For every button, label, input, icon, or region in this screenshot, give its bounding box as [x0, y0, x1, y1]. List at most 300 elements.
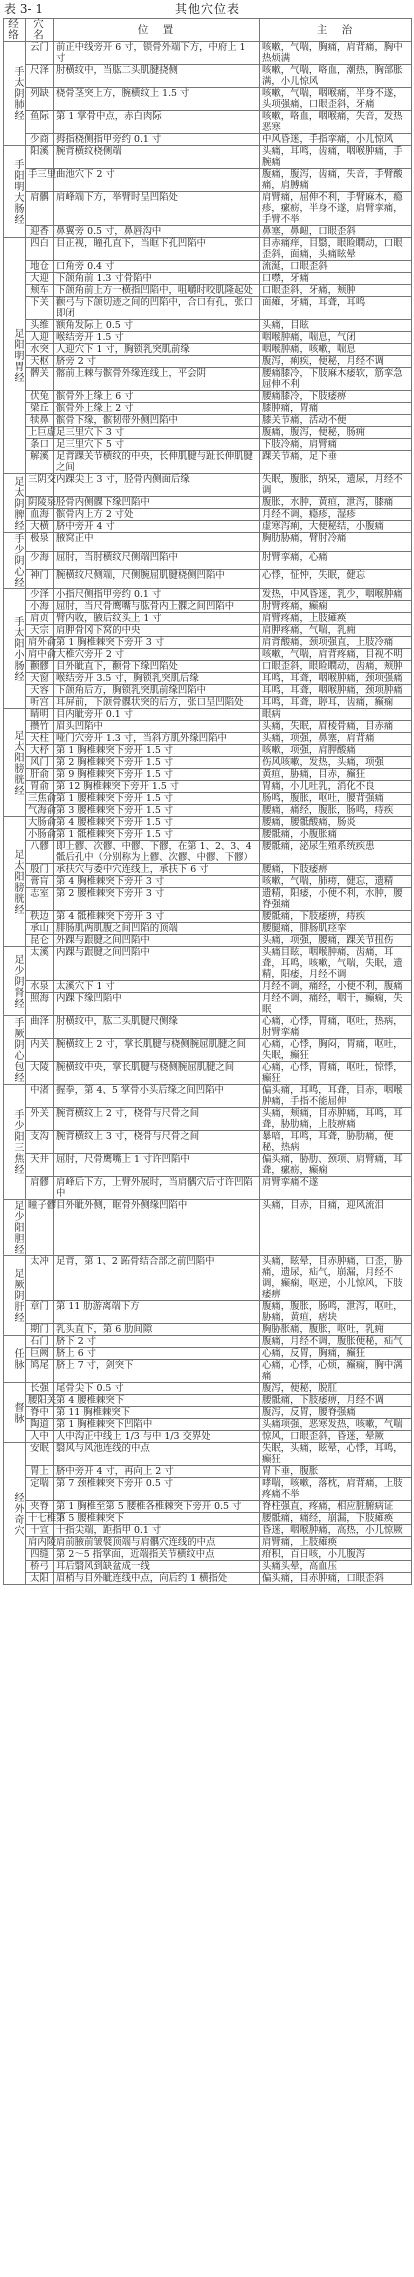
point-name-cell: 少泽 [26, 589, 54, 601]
table-row [4, 601, 412, 613]
location-cell: 第 2 腰椎棘突下旁开 3 寸 [54, 888, 260, 911]
table-row [4, 1348, 412, 1360]
point-name-cell: 条口 [26, 439, 54, 451]
location-cell: 第 1 胸椎至第 5 腰椎各椎棘突下旁开 0.5 寸 [54, 1501, 260, 1513]
meridian-cell: 手太阴肺经 [4, 42, 26, 146]
indication-cell: 失眠，头痛，眩晕，心悸，耳鸣，癫狂 [260, 1443, 412, 1466]
meridian-cell: 足太阴脾经 [4, 474, 26, 533]
location-cell: 肩峰后下方，上臂外展时，当肩髃穴后寸许凹陷中 [54, 1177, 260, 1200]
location-cell: 髌骨下缘，髌韧带外侧凹陷中 [54, 415, 260, 427]
point-name-cell: 鱼际 [26, 111, 54, 134]
table-row [4, 697, 412, 709]
location-cell: 第 1 胸椎棘突下旁开 1.5 寸 [54, 745, 260, 757]
table-row [4, 521, 412, 533]
point-name-cell: 阳溪 [26, 146, 54, 169]
location-cell: 哑门穴旁开 1.3 寸，当斜方肌外缘凹陷中 [54, 733, 260, 745]
location-cell: 脐中旁开 4 寸，再向上 2 寸 [54, 1466, 260, 1478]
point-name-cell: 少商 [26, 134, 54, 146]
location-cell: 下颌角前上方一横指凹陷中，咀嚼时咬肌隆起处 [54, 285, 260, 297]
location-cell: 足背踝关节横纹的中央，长伸肌腱与趾长伸肌腱之间 [54, 451, 260, 474]
point-name-cell: 天窗 [26, 673, 54, 685]
table-row [4, 1395, 412, 1407]
indication-cell: 咳嗽，气喘，咯血，潮热，胸部胀满，小儿惊风 [260, 65, 412, 88]
point-name-cell: 下关 [26, 297, 54, 320]
location-cell: 第 7 颈椎棘突下旁开 0.5 寸 [54, 1478, 260, 1501]
indication-cell: 头痛头晕，高血压 [260, 1561, 412, 1573]
point-name-cell: 八髎 [26, 841, 54, 864]
table-row [4, 146, 412, 169]
point-name-cell: 头维 [26, 320, 54, 332]
table-row [4, 111, 412, 134]
location-cell: 腕背横纹桡侧端 [54, 146, 260, 169]
table-row [4, 1501, 412, 1513]
point-name-cell: 巨阙 [26, 1348, 54, 1360]
table-row [4, 391, 412, 403]
point-name-cell: 水泉 [26, 981, 54, 993]
table-row [4, 911, 412, 923]
point-name-cell: 小肠俞 [26, 829, 54, 841]
location-cell: 下颌角后方，胸锁乳突肌前缘凹陷中 [54, 685, 260, 697]
point-name-cell: 鸠尾 [26, 1360, 54, 1383]
location-cell: 第 12 胸椎棘突下旁开 1.5 寸 [54, 781, 260, 793]
point-name-cell: 上巨虚 [26, 427, 54, 439]
indication-cell: 心痛，心悸，胃痛，呕吐，热病，肘臂挛痛 [260, 1016, 412, 1039]
indication-cell: 心痛，反胃，胸痛，癫狂 [260, 1348, 412, 1360]
header-location: 位 置 [54, 19, 260, 42]
table-row [4, 1561, 412, 1573]
location-cell: 尾骨尖下 0.5 寸 [54, 1383, 260, 1395]
meridian-cell: 手太阳小肠经 [4, 589, 26, 709]
location-cell: 髂前上棘与髌骨外缘连线上，平会阴 [54, 368, 260, 391]
indication-cell: 咳嗽，气喘，胸痛，肩背痛，胸中热烦满 [260, 42, 412, 65]
table-row [4, 1431, 412, 1443]
location-cell: 喉结旁开 3.5 寸，胸锁乳突肌后缘 [54, 673, 260, 685]
table-row [4, 1383, 412, 1395]
location-cell: 腕背横纹上 2 寸，桡骨与尺骨之间 [54, 1108, 260, 1131]
location-cell: 小指尺侧指甲旁约 0.1 寸 [54, 589, 260, 601]
indication-cell: 昏迷，咽喉肿痛，高热，小儿惊厥 [260, 1525, 412, 1537]
indication-cell: 伤风咳嗽，发热，头痛，项强 [260, 757, 412, 769]
meridian-cell: 督脉 [4, 1383, 26, 1443]
indication-cell: 目赤痛痒，目翳，眼睑瞤动，口眼歪斜，面痛，头痛眩晕 [260, 238, 412, 261]
point-name-cell: 伏兔 [26, 391, 54, 403]
table-row [4, 721, 412, 733]
table-number: 表 3- 1 [4, 2, 43, 16]
location-cell: 腕横纹上 2 寸，掌长肌腱与桡侧腕屈肌腱之间 [54, 1039, 260, 1062]
indication-cell: 腰痛膝冷，下肢痿痹 [260, 391, 412, 403]
table-row [4, 805, 412, 817]
location-cell: 臂内收，腋后纹头上 1 寸 [54, 613, 260, 625]
location-cell: 曲池穴下 2 寸 [54, 169, 260, 192]
location-cell: 肘横纹中，当肱二头肌腱挠侧 [54, 65, 260, 88]
indication-cell: 胃下垂，腹胀 [260, 1466, 412, 1478]
indication-cell: 咽喉肿痛，咳嗽，喘息 [260, 344, 412, 356]
location-cell: 肘横纹中，肱二头肌腱尺侧缘 [54, 1016, 260, 1039]
table-row [4, 427, 412, 439]
indication-cell: 惊风，口眼歪斜，昏迷，晕厥 [260, 1431, 412, 1443]
table-row [4, 344, 412, 356]
location-cell: 足三里穴下 3 寸 [54, 427, 260, 439]
indication-cell: 下肢冷痛，肩臂痛 [260, 439, 412, 451]
location-cell: 第 1 胸椎棘突下旁开 3 寸 [54, 637, 260, 649]
point-name-cell: 承山 [26, 923, 54, 935]
location-cell: 第 4 腰椎棘突下旁开 1.5 寸 [54, 817, 260, 829]
location-cell: 耳后翳风到缺盆成一线 [54, 1561, 260, 1573]
point-name-cell: 列缺 [26, 88, 54, 111]
point-name-cell: 天枢 [26, 356, 54, 368]
indication-cell: 腰腿痛，腓肠肌痉挛 [260, 923, 412, 935]
point-name-cell: 十七椎下 [26, 1513, 54, 1525]
table-row [4, 745, 412, 757]
table-row [4, 192, 412, 226]
location-cell: 第 1 骶椎棘突下旁开 1.5 寸 [54, 829, 260, 841]
table-row [4, 65, 412, 88]
location-cell: 脐旁 2 寸 [54, 356, 260, 368]
point-name-cell: 小海 [26, 601, 54, 613]
indication-cell: 头痛，眩晕，目赤肿痛，口歪，胁痛，遗尿，疝气，崩漏，月经不调，癫痫，呕逆，小儿惊风，下肢痿痹 [260, 1256, 412, 1301]
point-name-cell: 期门 [26, 1324, 54, 1336]
location-cell: 屈肘，当尺骨鹰嘴与肱骨内上髁之间凹陷中 [54, 601, 260, 613]
location-cell: 十指尖端，距指甲 0.1 寸 [54, 1525, 260, 1537]
point-name-cell: 血海 [26, 509, 54, 521]
point-name-cell: 中渚 [26, 1085, 54, 1108]
location-cell: 第 1 腰椎棘突下旁开 1.5 寸 [54, 793, 260, 805]
table-row [4, 673, 412, 685]
location-cell: 髌骨外上缘上 6 寸 [54, 391, 260, 403]
location-cell: 腓肠肌两肌腹之间凹陷的顶端 [54, 923, 260, 935]
indication-cell: 发热，中风昏迷，乳少，咽喉肿痛 [260, 589, 412, 601]
location-cell: 太溪穴下 1 寸 [54, 981, 260, 993]
table-row [4, 1513, 412, 1525]
indication-cell: 腰痛膝冷，下肢麻木痿软，筋挛急屈伸不利 [260, 368, 412, 391]
indication-cell: 踝关节痛，足下垂 [260, 451, 412, 474]
point-name-cell: 梁丘 [26, 403, 54, 415]
point-name-cell: 脊中 [26, 1407, 54, 1419]
table-row [4, 1085, 412, 1108]
location-cell: 脐中旁开 4 寸 [54, 521, 260, 533]
table-row [4, 1407, 412, 1419]
location-cell: 口角旁 0.4 寸 [54, 261, 260, 273]
location-cell: 第 9 胸椎棘突下旁开 1.5 寸 [54, 769, 260, 781]
location-cell: 前正中线旁开 6 寸，锁骨外端下方，中府上 1 寸 [54, 42, 260, 65]
table-row [4, 1537, 412, 1549]
location-cell: 翳风与风池连线的中点 [54, 1443, 260, 1466]
point-name-cell: 腰阳关 [26, 1395, 54, 1407]
table-row [4, 1419, 412, 1431]
point-name-cell: 肝俞 [26, 769, 54, 781]
table-row [4, 661, 412, 673]
location-cell: 即上髎、次髎、中髎、下髎，在第 1、2、3、4 骶后孔中（分别称为上髎、次髎、中髎、下髎） [54, 841, 260, 864]
point-name-cell: 殷门 [26, 864, 54, 876]
point-name-cell: 气海俞 [26, 805, 54, 817]
location-cell: 握拳，第 4、5 掌骨小头后缘之间凹陷中 [54, 1085, 260, 1108]
location-cell: 足三里穴下 5 寸 [54, 439, 260, 451]
point-name-cell: 大迎 [26, 273, 54, 285]
location-cell: 内踝下缘凹陷中 [54, 993, 260, 1016]
point-name-cell: 颊车 [26, 285, 54, 297]
point-name-cell: 内关 [26, 1039, 54, 1062]
indication-cell: 膝肿痛，胃痛 [260, 403, 412, 415]
indication-cell: 咽喉肿痛，喘息，气闭 [260, 332, 412, 344]
indication-cell: 黄疸，胁痛，目赤，癫狂 [260, 769, 412, 781]
location-cell: 屈肘，尺骨鹰嘴上 1 寸许凹陷中 [54, 1154, 260, 1177]
indication-cell: 中风昏迷，手指挛痛，小儿惊风 [260, 134, 412, 146]
location-cell: 人中沟正中线上 1/3 与中 1/3 交界处 [54, 1431, 260, 1443]
location-cell: 第 4 骶椎棘突下旁开 3 寸 [54, 911, 260, 923]
point-name-cell: 三阴交 [26, 474, 54, 497]
table-caption [0, 0, 414, 18]
point-name-cell: 桥弓 [26, 1561, 54, 1573]
location-cell: 胫骨内侧髁下缘凹陷中 [54, 497, 260, 509]
table-row [4, 947, 412, 981]
table-row [4, 841, 412, 864]
table-row [4, 888, 412, 911]
location-cell: 第 11 肋游离端下方 [54, 1301, 260, 1324]
point-name-cell: 志室 [26, 888, 54, 911]
table-row [4, 1016, 412, 1039]
indication-cell: 月经不调，瘾疹，湿疹 [260, 509, 412, 521]
indication-cell: 虚寒泻痢，大便秘结，小腹痛 [260, 521, 412, 533]
indication-cell: 月经不调，痛经，咽干，癫痫，失眠 [260, 993, 412, 1016]
table-row [4, 497, 412, 509]
point-name-cell: 大肠俞 [26, 817, 54, 829]
indication-cell: 肩臂痛，屈伸不利，手臂麻木，瘾疹，瘰疬，半身不遂，肩臂挛痛，手臂不举 [260, 192, 412, 226]
indication-cell: 头痛，目赤，目痛，迎风流泪 [260, 1200, 412, 1256]
point-name-cell: 天容 [26, 685, 54, 697]
table-row [4, 1573, 412, 1585]
table-row [4, 923, 412, 935]
table-row [4, 415, 412, 427]
point-name-cell: 肩外俞 [26, 637, 54, 649]
header-indication: 主 治 [260, 19, 412, 42]
indication-cell: 月经不调，痛经，小便不利，腹痛 [260, 981, 412, 993]
meridian-cell: 足太阳膀胱经 [4, 817, 26, 947]
location-cell: 目外眦直下，颧骨下缘凹陷处 [54, 661, 260, 673]
indication-cell: 胸肋胁痛，臂肘冷痛 [260, 533, 412, 552]
point-name-cell: 大陵 [26, 1062, 54, 1085]
table-row [4, 356, 412, 368]
table-row [4, 368, 412, 391]
point-name-cell: 大横 [26, 521, 54, 533]
point-name-cell: 髀关 [26, 368, 54, 391]
point-name-cell: 三焦俞 [26, 793, 54, 805]
indication-cell: 头痛项强，恶寒发热，咳嗽，气喘 [260, 1419, 412, 1431]
point-name-cell: 四缝 [26, 1549, 54, 1561]
meridian-cell: 手厥阴心包经 [4, 1016, 26, 1085]
indication-cell: 腰痛，痛经，腹胀，肠鸣，痔疾 [260, 805, 412, 817]
table-row [4, 1177, 412, 1200]
point-name-cell: 尺泽 [26, 65, 54, 88]
meridian-cell: 经外奇穴 [4, 1443, 26, 1585]
indication-cell: 口噤，牙痛 [260, 273, 412, 285]
indication-cell: 耳鸣，耳聋，咽喉肿痛，颈项肿痛 [260, 685, 412, 697]
indication-cell: 哮喘，咳嗽，落枕，肩背痛，上肢疼痛不举 [260, 1478, 412, 1501]
table-row [4, 451, 412, 474]
table-row [4, 1549, 412, 1561]
table-row [4, 226, 412, 238]
indication-cell: 腰骶痛，下肢痿痹，月经不调 [260, 1395, 412, 1407]
table-row [4, 981, 412, 993]
table-row [4, 733, 412, 745]
table-row [4, 332, 412, 344]
indication-cell: 心痛，心悸，胸闷，胃痛，呕吐，失眠，癫狂 [260, 1039, 412, 1062]
table-row [4, 238, 412, 261]
point-name-cell: 膏肓 [26, 876, 54, 888]
table-row [4, 1256, 412, 1301]
table-row [4, 793, 412, 805]
table-row [4, 570, 412, 589]
table-title: 其他穴位表 [175, 2, 241, 16]
table-row [4, 134, 412, 146]
indication-cell: 鼻塞，鼻衄，口眼歪斜 [260, 226, 412, 238]
table-row [4, 1525, 412, 1537]
meridian-cell: 足厥阴肝经 [4, 1256, 26, 1336]
meridian-cell: 足太阳膀胱经 [4, 709, 26, 817]
location-cell: 下颌角前 1.3 寸骨陷中 [54, 273, 260, 285]
location-cell: 腕横纹尺侧端，尺侧腕屈肌腱桡侧凹陷中 [54, 570, 260, 589]
location-cell: 第 1 胸椎棘突下凹陷中 [54, 1419, 260, 1431]
point-name-cell: 定喘 [26, 1478, 54, 1501]
location-cell: 眉头凹陷中 [54, 721, 260, 733]
point-name-cell: 极泉 [26, 533, 54, 552]
location-cell: 第 4 胸椎棘突下旁开 3 寸 [54, 876, 260, 888]
location-cell: 拇指桡侧指甲旁约 0.1 寸 [54, 134, 260, 146]
location-cell: 目正视，瞳孔直下，当眶下孔凹陷中 [54, 238, 260, 261]
indication-cell: 肠鸣，腹胀，呕吐，腰背强痛 [260, 793, 412, 805]
table-row [4, 533, 412, 552]
location-cell: 承扶穴与委中穴连线上，承扶下 6 寸 [54, 864, 260, 876]
indication-cell: 暴喑，耳鸣，耳聋，胁肋痛，便秘，热病 [260, 1131, 412, 1154]
indication-cell: 肘臂疼痛，癫痫 [260, 601, 412, 613]
table-row [4, 1466, 412, 1478]
table-row [4, 1301, 412, 1324]
location-cell: 脐下 2 寸 [54, 1336, 260, 1348]
location-cell: 第 3 腰椎棘突下旁开 1.5 寸 [54, 805, 260, 817]
indication-cell: 耳鸣，耳聋，咽喉肿痛，颈项强痛 [260, 673, 412, 685]
table-row [4, 1154, 412, 1177]
location-cell: 第 1 掌骨中点，赤白肉际 [54, 111, 260, 134]
indication-cell: 口眼歪斜，牙痛，颊肿 [260, 285, 412, 297]
point-name-cell: 天井 [26, 1154, 54, 1177]
header-point: 穴名 [26, 19, 54, 42]
table-row [4, 474, 412, 497]
location-cell: 耳屏前，下颌骨髁状突的后方，张口呈凹陷处 [54, 697, 260, 709]
indication-cell: 腹痛，腹胀，肠鸣，泄泻，呕吐，胁痛，黄疸，痞块 [260, 1301, 412, 1324]
table-row [4, 1108, 412, 1131]
indication-cell: 肘臂挛痛，心痛 [260, 551, 412, 570]
indication-cell: 腹泻，反胃，腰脊强痛 [260, 1407, 412, 1419]
table-row [4, 1039, 412, 1062]
point-name-cell: 地仓 [26, 261, 54, 273]
location-cell: 肩峰端下方，举臂时呈凹陷处 [54, 192, 260, 226]
point-name-cell: 阴陵泉 [26, 497, 54, 509]
indication-cell: 腹泻，痢疾，便秘，月经不调 [260, 356, 412, 368]
table-row [4, 439, 412, 451]
table-row [4, 876, 412, 888]
point-name-cell: 肩髎 [26, 1177, 54, 1200]
location-cell: 肩前腋前皱襞顶端与肩髃穴连线的中点 [54, 1537, 260, 1549]
location-cell: 鼻翼旁 0.5 寸，鼻唇沟中 [54, 226, 260, 238]
point-name-cell: 陶道 [26, 1419, 54, 1431]
point-name-cell: 云门 [26, 42, 54, 65]
indication-cell: 腰痛，腰骶酸痛，肠炎 [260, 817, 412, 829]
header-meridian: 经络 [4, 19, 26, 42]
table-row [4, 1324, 412, 1336]
indication-cell: 脊柱强直，疼痛，相应脏腑病证 [260, 1501, 412, 1513]
table-row [4, 273, 412, 285]
table-row [4, 1336, 412, 1348]
table-row [4, 285, 412, 297]
table-row [4, 993, 412, 1016]
indication-cell: 腹痛，月经不调，腹胀便秘，疝气 [260, 1336, 412, 1348]
table-row [4, 637, 412, 649]
table-row [4, 589, 412, 601]
table-body [4, 42, 412, 1585]
indication-cell: 腰骶痛，痛经，崩漏，下肢瘫痪 [260, 1513, 412, 1525]
indication-cell: 腹痛，腹泻，齿痛，失音，手臂酸痛，肩膊痛 [260, 169, 412, 192]
indication-cell: 口眼歪斜，眼睑瞤动，齿痛，颊肿 [260, 661, 412, 673]
indication-cell: 流涎，口眼歪斜 [260, 261, 412, 273]
point-name-cell: 犊鼻 [26, 415, 54, 427]
point-name-cell: 胃俞 [26, 781, 54, 793]
point-name-cell: 夹脊 [26, 1501, 54, 1513]
point-name-cell: 天柱 [26, 733, 54, 745]
table-row [4, 1443, 412, 1466]
table-row [4, 1478, 412, 1501]
table-row [4, 403, 412, 415]
location-cell: 髌骨外上缘上 2 寸 [54, 403, 260, 415]
indication-cell: 心痛，心悸，胃痛，呕吐，惊悸，癫狂 [260, 1062, 412, 1085]
indication-cell: 肩臂痛，上肢瘫痪 [260, 1537, 412, 1549]
indication-cell: 疳积，百日咳，小儿腹泻 [260, 1549, 412, 1561]
meridian-cell: 手少阳三焦经 [4, 1085, 26, 1200]
point-name-cell: 解溪 [26, 451, 54, 474]
location-cell: 脐上 6 寸 [54, 1348, 260, 1360]
point-name-cell: 迎香 [26, 226, 54, 238]
indication-cell: 偏头痛，胁肋、颈项、肩臂痛，耳聋，瘰疬，癫痫 [260, 1154, 412, 1177]
point-name-cell: 人中 [26, 1431, 54, 1443]
location-cell: 颧弓与下颌切迹之间的凹陷中，合口有孔，张口即闭 [54, 297, 260, 320]
point-name-cell: 攒竹 [26, 721, 54, 733]
indication-cell: 咳嗽，气喘，肩背疼痛，目视不明 [260, 649, 412, 661]
table-row [4, 817, 412, 829]
point-name-cell: 睛明 [26, 709, 54, 721]
indication-cell: 腹痛，腹泻，便秘，肠痈 [260, 427, 412, 439]
point-name-cell: 四白 [26, 238, 54, 261]
location-cell: 第 4 腰椎棘突下 [54, 1395, 260, 1407]
indication-cell: 遗精，阳痿，小便不利，水肿，腰脊强痛 [260, 888, 412, 911]
indication-cell: 腰骶痛，小腹胀痛 [260, 829, 412, 841]
point-name-cell: 太冲 [26, 1256, 54, 1301]
table-row [4, 1360, 412, 1383]
indication-cell: 眼病 [260, 709, 412, 721]
indication-cell: 失眠，腹胀，纳呆，遗尿，月经不调 [260, 474, 412, 497]
indication-cell: 头痛，失眠，眉棱骨痛，目赤痛 [260, 721, 412, 733]
location-cell: 腋窝正中 [54, 533, 260, 552]
indication-cell: 咳嗽，气喘，肺痨，健忘，遗精 [260, 876, 412, 888]
location-cell: 内踝尖上 3 寸，胫骨内侧面后缘 [54, 474, 260, 497]
indication-cell: 腰骶痛，下肢痿痹，痔疾 [260, 911, 412, 923]
indication-cell: 腰痛，下肢痿痹 [260, 864, 412, 876]
indication-cell: 膝关节痛，活动不便 [260, 415, 412, 427]
table-row [4, 1131, 412, 1154]
indication-cell: 头痛目眩，咽喉肿痛，齿痛，耳聋，耳鸣，咳嗽，气喘，失眠，遗精，阳痿，月经不调 [260, 947, 412, 981]
point-name-cell: 昆仑 [26, 935, 54, 947]
indication-cell: 偏头痛，耳鸣，耳聋，目赤，咽喉肿痛，手指不能屈伸 [260, 1085, 412, 1108]
point-name-cell: 安眠 [26, 1443, 54, 1466]
location-cell: 目内眦旁开 0.1 寸 [54, 709, 260, 721]
table-row [4, 864, 412, 876]
